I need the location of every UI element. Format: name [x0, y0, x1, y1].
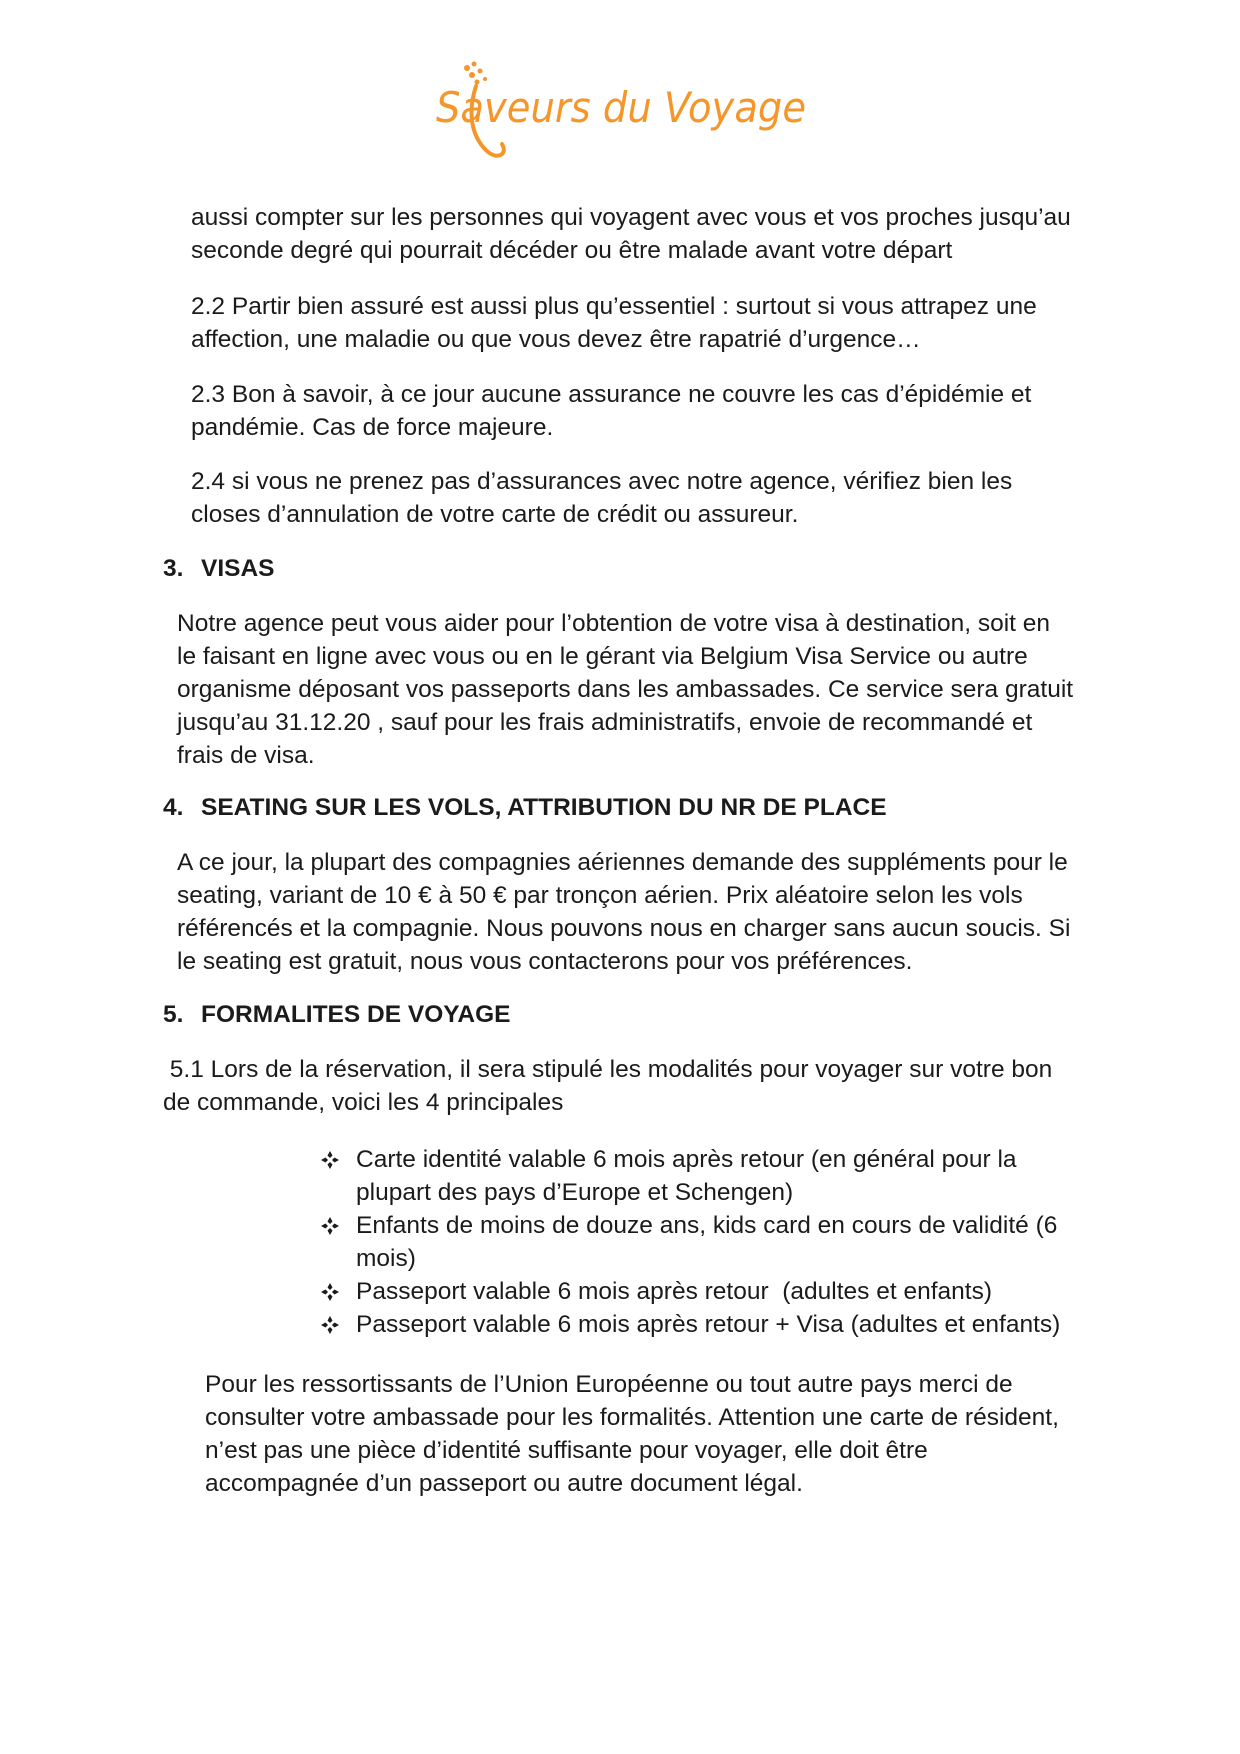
- paragraph-2-2-line-2: affection, une maladie ou que vous devez être rapatrié d’urgence…: [191, 326, 921, 353]
- section-3-line-2: le faisant en ligne avec vous ou en le gérant via Belgium Visa Service ou autre: [177, 643, 1028, 670]
- closing-line-1: Pour les ressortissants de l’Union Européenne ou tout autre pays merci de: [205, 1371, 1013, 1398]
- section-3-heading: [163, 552, 275, 585]
- section-3-title: VISAS: [201, 555, 275, 582]
- logo-text: Saveurs du Voyage: [436, 83, 806, 132]
- section-5-title: FORMALITES DE VOYAGE: [201, 1001, 511, 1028]
- section-4-line-3: référencés et la compagnie. Nous pouvons nous en charger sans aucun soucis. Si: [177, 915, 1071, 942]
- section-5-line-1: 5.1 Lors de la réservation, il sera stipulé les modalités pour voyager sur votre bon: [163, 1056, 1053, 1083]
- section-4-title: SEATING SUR LES VOLS, ATTRIBUTION DU NR DE PLACE: [201, 794, 887, 821]
- paragraph-2-4-line-1: 2.4 si vous ne prenez pas d’assurances avec notre agence, vérifiez bien les: [191, 468, 1013, 495]
- section-3-line-1: Notre agence peut vous aider pour l’obtention de votre visa à destination, soit en: [177, 610, 1051, 637]
- list-item-line-1: Enfants de moins de douze ans, kids card en cours de validité (6: [356, 1212, 1058, 1239]
- section-3-line-5: frais de visa.: [177, 742, 315, 769]
- closing-line-4: accompagnée d’un passeport ou autre document légal.: [205, 1470, 803, 1497]
- list-item: [318, 1143, 1060, 1209]
- brand-logo: [428, 56, 818, 176]
- section-3-line-4: jusqu’au 31.12.20 , sauf pour les frais administratifs, envoie de recommandé et: [177, 709, 1033, 736]
- intro-line-2: seconde degré qui pourrait décéder ou être malade avant votre départ: [191, 237, 953, 264]
- list-item-line-1: Passeport valable 6 mois après retour (adultes et enfants): [356, 1278, 992, 1305]
- diamond-bullet-icon: [318, 1143, 342, 1176]
- section-4-line-1: A ce jour, la plupart des compagnies aériennes demande des suppléments pour le: [177, 849, 1068, 876]
- intro-line-1: aussi compter sur les personnes qui voyagent avec vous et vos proches jusqu’au: [191, 204, 1071, 231]
- diamond-bullet-icon: [318, 1275, 342, 1308]
- requirements-list: [318, 1143, 1060, 1341]
- list-item: [318, 1308, 1060, 1341]
- section-4-line-4: le seating est gratuit, nous vous contacterons pour vos préférences.: [177, 948, 913, 975]
- section-4-line-2: seating, variant de 10 € à 50 € par tronçon aérien. Prix aléatoire selon les vols: [177, 882, 1023, 909]
- section-5-line-2: de commande, voici les 4 principales: [163, 1089, 564, 1116]
- section-5-number: 5.: [163, 1001, 184, 1028]
- diamond-bullet-icon: [318, 1209, 342, 1242]
- list-item-line-2: mois): [356, 1245, 416, 1272]
- closing-line-2: consulter votre ambassade pour les formalités. Attention une carte de résident,: [205, 1404, 1059, 1431]
- section-5-heading: [163, 998, 510, 1031]
- list-item: [318, 1209, 1060, 1275]
- section-4-number: 4.: [163, 794, 184, 821]
- list-item-line-1: Carte identité valable 6 mois après retour (en général pour la: [356, 1146, 1017, 1173]
- paragraph-2-3-line-1: 2.3 Bon à savoir, à ce jour aucune assurance ne couvre les cas d’épidémie et: [191, 381, 1032, 408]
- list-item: [318, 1275, 1060, 1308]
- paragraph-2-2-line-1: 2.2 Partir bien assuré est aussi plus qu’essentiel : surtout si vous attrapez une: [191, 293, 1037, 320]
- section-3-number: 3.: [163, 555, 184, 582]
- paragraph-2-4-line-2: closes d’annulation de votre carte de crédit ou assureur.: [191, 501, 799, 528]
- section-3-line-3: organisme déposant vos passeports dans les ambassades. Ce service sera gratuit: [177, 676, 1074, 703]
- section-4-heading: [163, 791, 887, 824]
- logo-graphic: [428, 56, 818, 176]
- list-item-line-1: Passeport valable 6 mois après retour + Visa (adultes et enfants): [356, 1311, 1061, 1338]
- closing-line-3: n’est pas une pièce d’identité suffisante pour voyager, elle doit être: [205, 1437, 928, 1464]
- list-item-line-2: plupart des pays d’Europe et Schengen): [356, 1179, 794, 1206]
- paragraph-2-3-line-2: pandémie. Cas de force majeure.: [191, 414, 554, 441]
- diamond-bullet-icon: [318, 1308, 342, 1341]
